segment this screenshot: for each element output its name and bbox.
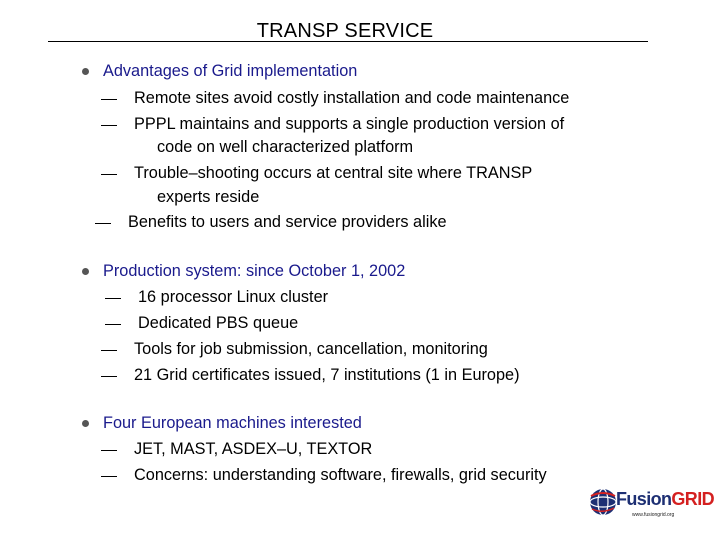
list-item-continuation: code on well characterized platform [157, 138, 414, 156]
dash-icon [105, 298, 121, 299]
list-item: JET, MAST, ASDEX–U, TEXTOR [134, 440, 373, 458]
section-heading: Advantages of Grid implementation [103, 62, 358, 80]
list-item: Benefits to users and service providers alike [128, 213, 447, 231]
dash-icon [101, 450, 117, 451]
list-item: PPPL maintains and supports a single production version of [134, 115, 565, 133]
list-item: Tools for job submission, cancellation, monitoring [134, 340, 488, 358]
logo-url: www.fusiongrid.org [632, 512, 675, 518]
section-heading: Production system: since October 1, 2002 [103, 262, 406, 280]
list-item: 16 processor Linux cluster [138, 288, 329, 306]
logo-name-fusion: Fusion [616, 489, 672, 509]
dash-icon [101, 350, 117, 351]
dash-icon [101, 476, 117, 477]
dash-icon [101, 99, 117, 100]
fusiongrid-logo [588, 487, 715, 527]
bullet-icon [82, 68, 89, 75]
list-item-continuation: experts reside [157, 188, 260, 206]
dash-icon [101, 125, 117, 126]
bullet-icon [82, 268, 89, 275]
list-item: 21 Grid certificates issued, 7 institutions (1 in Europe) [134, 366, 520, 384]
list-item: Trouble–shooting occurs at central site where TRANSP [134, 164, 533, 182]
list-item: Concerns: understanding software, firewalls, grid security [134, 466, 547, 484]
list-item: Remote sites avoid costly installation and code maintenance [134, 89, 570, 107]
dash-icon [101, 174, 117, 175]
list-item: Dedicated PBS queue [138, 314, 299, 332]
logo-wordmark [616, 489, 714, 510]
slide-title: TRANSP SERVICE [256, 20, 434, 42]
title-underline [48, 41, 648, 42]
section-heading: Four European machines interested [103, 414, 362, 432]
dash-icon [95, 223, 111, 224]
dash-icon [101, 376, 117, 377]
dash-icon [105, 324, 121, 325]
bullet-icon [82, 420, 89, 427]
globe-icon [588, 487, 618, 517]
logo-name-grid: GRID [671, 489, 715, 509]
